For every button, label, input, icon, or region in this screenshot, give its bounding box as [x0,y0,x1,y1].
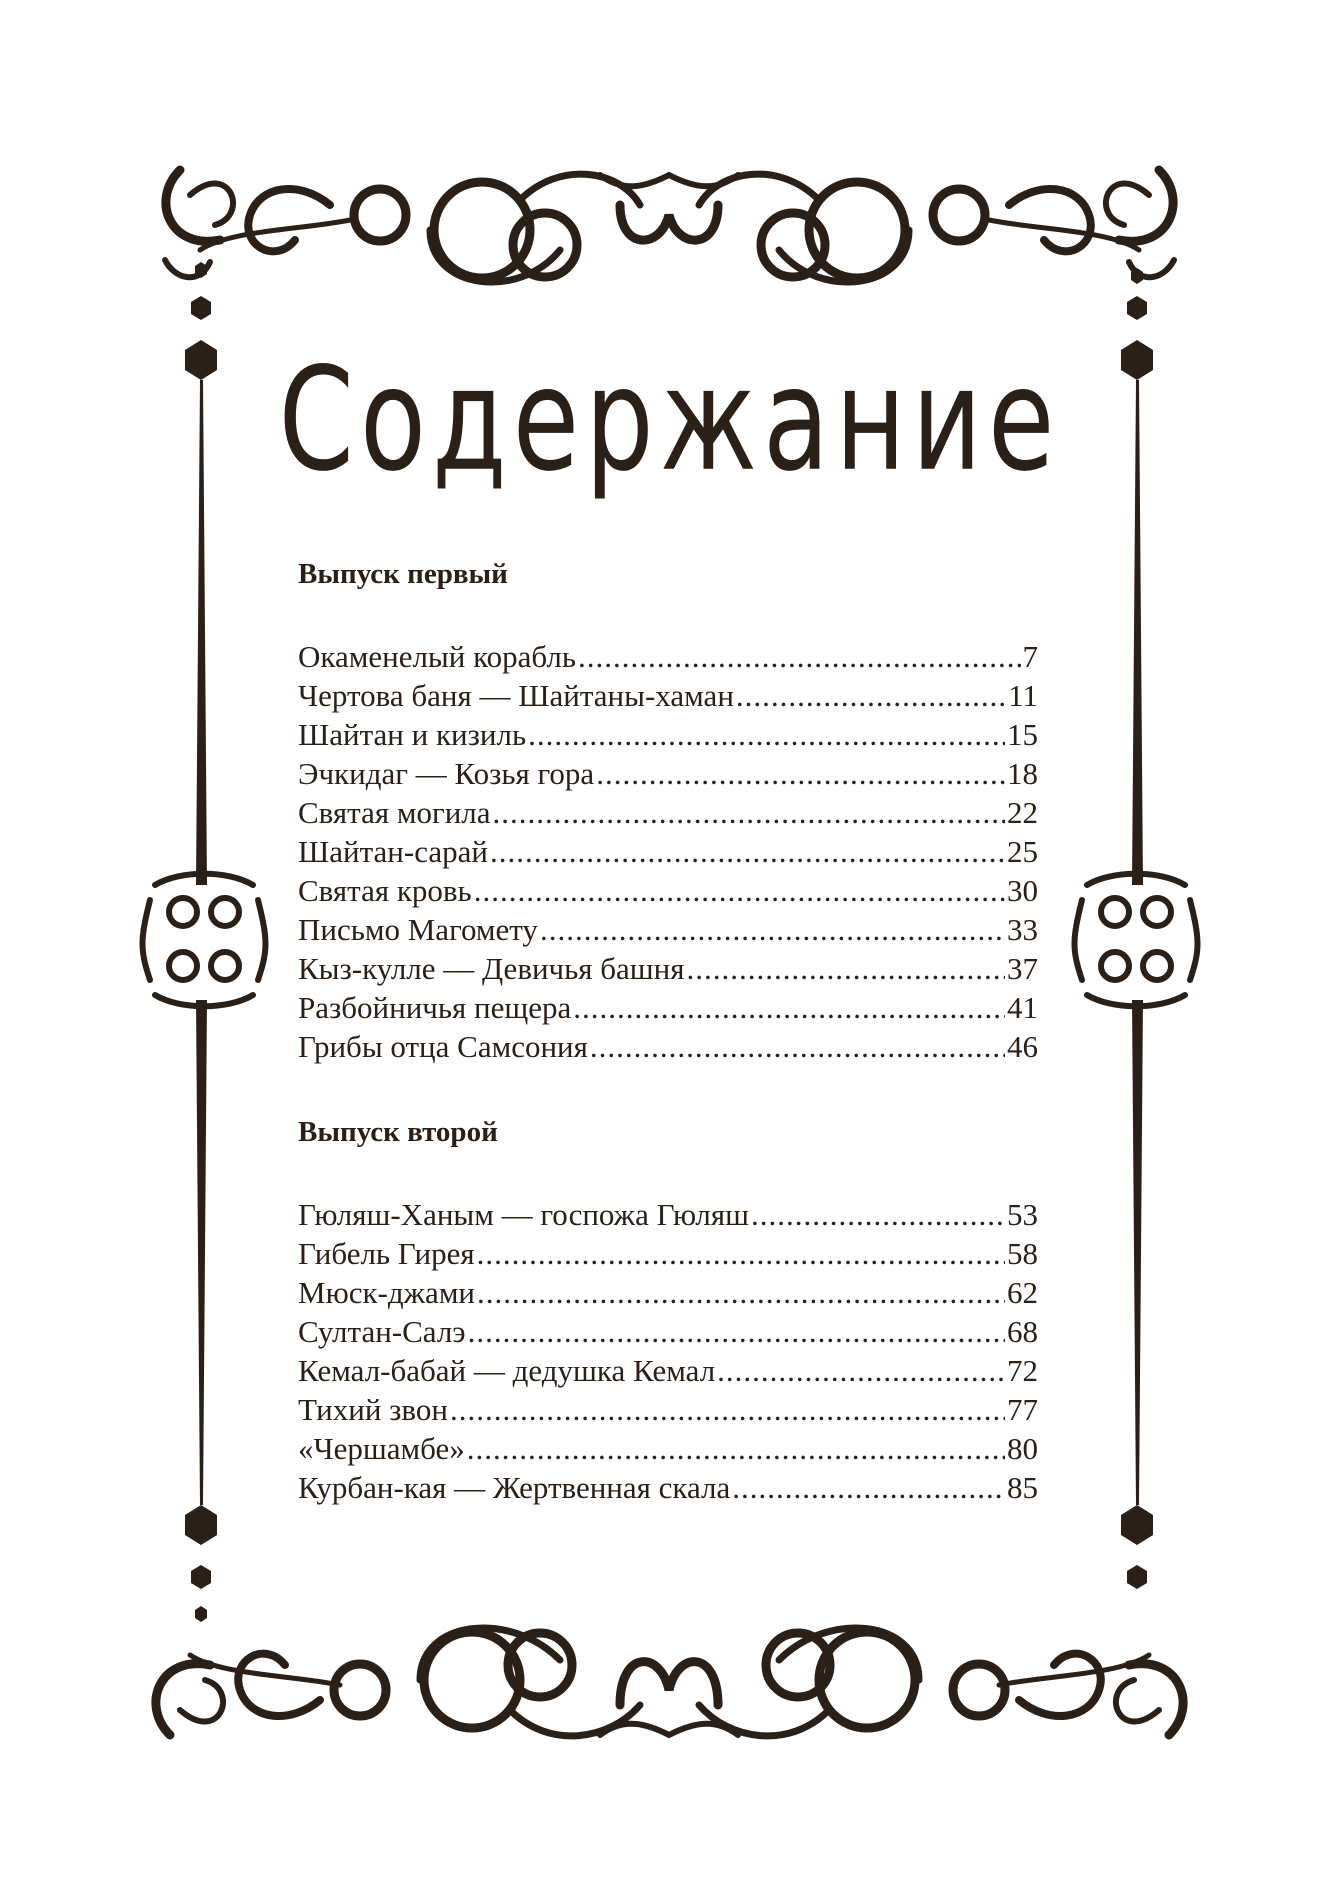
dot-leader [751,1195,1005,1234]
toc-entry-page: 11 [1008,678,1038,713]
toc-entry [298,676,1038,715]
toc-entry-page: 25 [1007,834,1038,869]
toc-entry-page: 30 [1007,873,1038,908]
toc-entry-page: 62 [1007,1275,1038,1310]
dot-leader [732,1468,1005,1507]
toc-entry [298,715,1038,754]
toc-entry-title: Мюск-джами [298,1275,476,1310]
left-bead-large-bottom [185,1505,217,1545]
dot-leader [450,1390,1005,1429]
toc-entry-title: Эчкидаг — Козья гора [298,756,595,791]
toc-entry-title: Курбан-кая — Жертвенная скала [298,1470,731,1505]
left-side-medallion [143,874,266,1007]
dot-leader [477,1273,1005,1312]
toc-entry-page: 77 [1007,1392,1038,1427]
dot-leader [687,949,1005,988]
table-of-contents [298,560,1038,1507]
toc-entry-page: 46 [1007,1029,1038,1064]
toc-entry [298,871,1038,910]
toc-entry [298,988,1038,1027]
right-bead-small-top [1127,296,1147,320]
toc-entry [298,1390,1038,1429]
dot-leader [490,832,1005,871]
toc-entry [298,754,1038,793]
toc-entry-title: Окаменелый корабль [298,639,576,674]
left-bead-tiny-bottom [195,1606,207,1622]
toc-entry-title: Кемал-бабай — дедушка Кемал [298,1353,716,1388]
dot-leader [474,871,1005,910]
dot-leader [573,988,1005,1027]
toc-entry [298,637,1038,676]
dot-leader [477,1234,1005,1273]
right-vertical-rule-lower [1132,1000,1143,1505]
toc-entry-page: 80 [1007,1431,1038,1466]
right-side-medallion [1075,874,1198,1007]
toc-entry [298,1351,1038,1390]
toc-entry-title: Письмо Магомету [298,912,538,947]
toc-entry-title: Шайтан и кизиль [298,717,527,752]
dot-leader [736,676,1006,715]
toc-entry-page: 15 [1007,717,1038,752]
dot-leader [467,1429,1005,1468]
toc-entry [298,1429,1038,1468]
section-heading-first: Выпуск первый [298,558,508,590]
section-entries-first [298,637,1038,1066]
toc-entry-title: Кыз-кулле — Девичья башня [298,951,685,986]
dot-leader [493,793,1005,832]
toc-entry-page: 33 [1007,912,1038,947]
toc-entry-title: Святая кровь [298,873,472,908]
toc-entry-title: «Чершамбе» [298,1431,465,1466]
dot-leader [578,637,1021,676]
toc-entry [298,1312,1038,1351]
toc-entry-title: Гюляш-Ханым — госпожа Гюляш [298,1197,749,1232]
toc-entry-page: 85 [1007,1470,1038,1505]
toc-entry-title: Шайтан-сарай [298,834,488,869]
toc-entry-title: Разбойничья пещера [298,990,572,1025]
toc-entry [298,949,1038,988]
toc-entry-title: Святая могила [298,795,491,830]
left-bead-small-top [191,296,211,320]
toc-entry [298,832,1038,871]
toc-entry-page: 53 [1007,1197,1038,1232]
toc-entry-page: 41 [1007,990,1038,1025]
toc-entry [298,1195,1038,1234]
left-bead-small-bottom [191,1565,211,1589]
bottom-ornament [156,1628,1183,1736]
toc-entry-page: 22 [1007,795,1038,830]
right-bead-small-bottom [1127,1565,1147,1589]
section-heading-second: Выпуск второй [298,1116,498,1148]
toc-entry [298,1234,1038,1273]
toc-entry-page: 58 [1007,1236,1038,1271]
left-vertical-rule-lower [196,1000,207,1505]
toc-entry-title: Грибы отца Самсония [298,1029,588,1064]
dot-leader [540,910,1005,949]
toc-entry-page: 68 [1007,1314,1038,1349]
toc-entry [298,1027,1038,1066]
toc-entry [298,910,1038,949]
toc-entry-page: 37 [1007,951,1038,986]
toc-entry-title: Чертова баня — Шайтаны-хаман [298,678,734,713]
toc-entry-page: 72 [1007,1353,1038,1388]
dot-leader [528,715,1005,754]
dot-leader [468,1312,1005,1351]
right-bead-large-bottom [1121,1505,1153,1545]
dot-leader [717,1351,1005,1390]
dot-leader [590,1027,1005,1066]
toc-entry [298,1468,1038,1507]
section-entries-second [298,1195,1038,1507]
toc-entry-title: Гибель Гирея [298,1236,475,1271]
toc-entry-page: 18 [1007,756,1038,791]
toc-entry [298,1273,1038,1312]
toc-entry-page: 7 [1022,639,1038,674]
toc-entry-title: Тихий звон [298,1392,448,1427]
dot-leader [596,754,1005,793]
top-ornament [165,170,1174,282]
page-title: Содержание [278,338,1061,504]
toc-entry [298,793,1038,832]
toc-entry-title: Султан-Салэ [298,1314,466,1349]
